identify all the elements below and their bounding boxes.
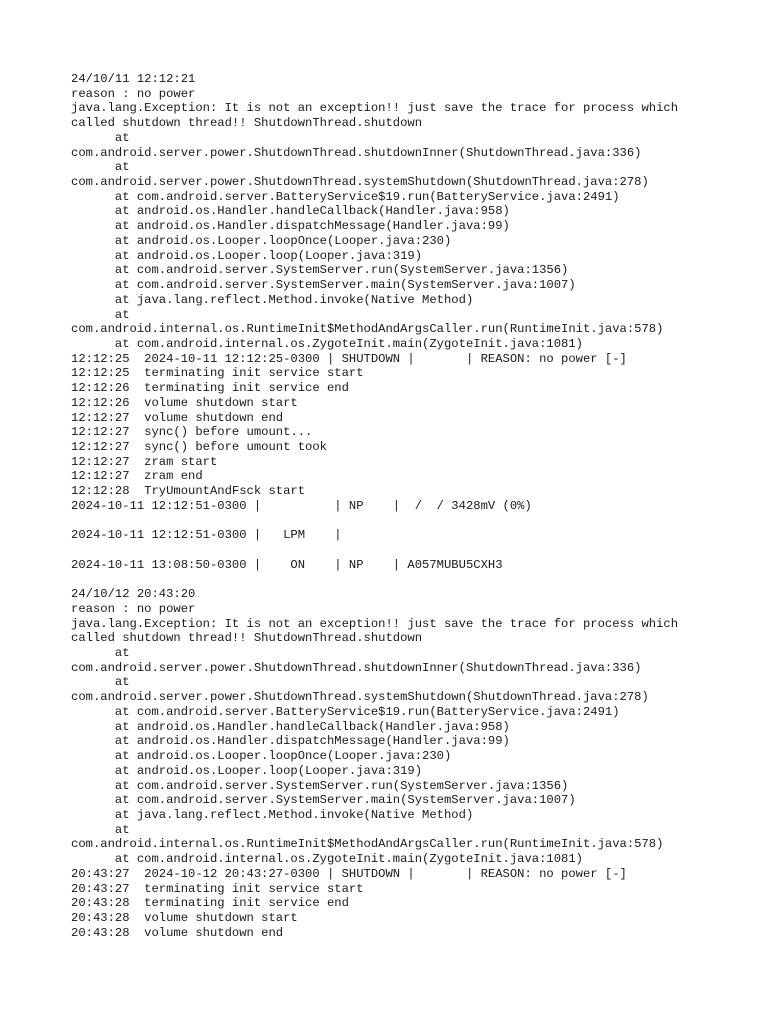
log-line: at com.android.server.SystemServer.main(SystemServer.java:1007) [71, 793, 576, 808]
log-line: 12:12:26 terminating init service end [71, 381, 349, 396]
log-line: at [71, 646, 130, 661]
log-line: 12:12:27 zram start [71, 454, 218, 469]
log-line: at [71, 160, 130, 175]
log-line: at com.android.server.SystemServer.main(SystemServer.java:1007) [71, 278, 576, 293]
log-line: reason : no power [71, 601, 196, 616]
log-line: 24/10/12 20:43:20 [71, 587, 196, 602]
log-line: 12:12:26 volume shutdown start [71, 395, 298, 410]
log-line: 20:43:27 terminating init service start [71, 881, 364, 896]
log-line [71, 572, 761, 587]
log-line: called shutdown thread!! ShutdownThread.shutdown [71, 116, 423, 131]
log-line: 20:43:27 2024-10-12 20:43:27-0300 | SHUTDOWN | | REASON: no power [-] [71, 866, 627, 881]
log-line: java.lang.Exception: It is not an exception!! just save the trace for process which [71, 101, 679, 116]
log-line: com.android.internal.os.RuntimeInit$MethodAndArgsCaller.run(RuntimeInit.java:578) [71, 322, 664, 337]
log-line: at android.os.Looper.loopOnce(Looper.java:230) [71, 749, 452, 764]
log-line: 12:12:27 zram end [71, 469, 203, 484]
log-line: at java.lang.reflect.Method.invoke(Native Method) [71, 807, 474, 822]
log-line: at [71, 307, 130, 322]
log-line: at com.android.server.BatteryService$19.run(BatteryService.java:2491) [71, 189, 620, 204]
log-line: at android.os.Handler.handleCallback(Handler.java:958) [71, 204, 510, 219]
log-line: com.android.server.power.ShutdownThread.systemShutdown(ShutdownThread.java:278) [71, 175, 649, 190]
log-line: 24/10/11 12:12:21 [71, 72, 196, 86]
log-text-block [71, 72, 761, 940]
log-line: 12:12:25 terminating init service start [71, 366, 364, 381]
log-line: 12:12:27 sync() before umount took [71, 439, 327, 454]
log-line: at com.android.server.SystemServer.run(SystemServer.java:1356) [71, 263, 569, 278]
log-line: at android.os.Looper.loopOnce(Looper.java:230) [71, 233, 452, 248]
log-line: at com.android.server.SystemServer.run(SystemServer.java:1356) [71, 778, 569, 793]
log-line: 2024-10-11 13:08:50-0300 | ON | NP | A057MUBU5CXH3 [71, 557, 503, 572]
log-line: at android.os.Looper.loop(Looper.java:319) [71, 248, 423, 263]
log-line: at [71, 675, 130, 690]
log-line: 12:12:27 sync() before umount... [71, 425, 313, 440]
log-line: 20:43:28 terminating init service end [71, 896, 349, 911]
log-line: 2024-10-11 12:12:51-0300 | | NP | / / 3428mV (0%) [71, 498, 532, 513]
log-line [71, 543, 761, 558]
log-line [71, 514, 761, 529]
log-line: at java.lang.reflect.Method.invoke(Native Method) [71, 292, 474, 307]
log-line: com.android.server.power.ShutdownThread.systemShutdown(ShutdownThread.java:278) [71, 690, 649, 705]
log-line: at [71, 822, 130, 837]
log-line: 12:12:25 2024-10-11 12:12:25-0300 | SHUTDOWN | | REASON: no power [-] [71, 351, 627, 366]
log-line: at android.os.Handler.handleCallback(Handler.java:958) [71, 719, 510, 734]
log-line: com.android.server.power.ShutdownThread.shutdownInner(ShutdownThread.java:336) [71, 660, 642, 675]
log-line: at android.os.Looper.loop(Looper.java:319) [71, 763, 423, 778]
log-line: 20:43:28 volume shutdown end [71, 925, 284, 940]
log-line: 2024-10-11 12:12:51-0300 | LPM | [71, 528, 342, 543]
log-line: java.lang.Exception: It is not an exception!! just save the trace for process which [71, 616, 679, 631]
log-line: at android.os.Handler.dispatchMessage(Handler.java:99) [71, 219, 510, 234]
log-line: com.android.server.power.ShutdownThread.shutdownInner(ShutdownThread.java:336) [71, 145, 642, 160]
log-line: called shutdown thread!! ShutdownThread.shutdown [71, 631, 423, 646]
log-line: at com.android.internal.os.ZygoteInit.main(ZygoteInit.java:1081) [71, 336, 583, 351]
log-line: at android.os.Handler.dispatchMessage(Handler.java:99) [71, 734, 510, 749]
log-line: 12:12:27 volume shutdown end [71, 410, 284, 425]
log-line: 20:43:28 volume shutdown start [71, 910, 298, 925]
log-line: at [71, 130, 130, 145]
log-line: at com.android.server.BatteryService$19.run(BatteryService.java:2491) [71, 704, 620, 719]
log-line: reason : no power [71, 86, 196, 101]
log-line: com.android.internal.os.RuntimeInit$MethodAndArgsCaller.run(RuntimeInit.java:578) [71, 837, 664, 852]
log-line: 12:12:28 TryUmountAndFsck start [71, 484, 306, 499]
log-line: at com.android.internal.os.ZygoteInit.main(ZygoteInit.java:1081) [71, 852, 583, 867]
